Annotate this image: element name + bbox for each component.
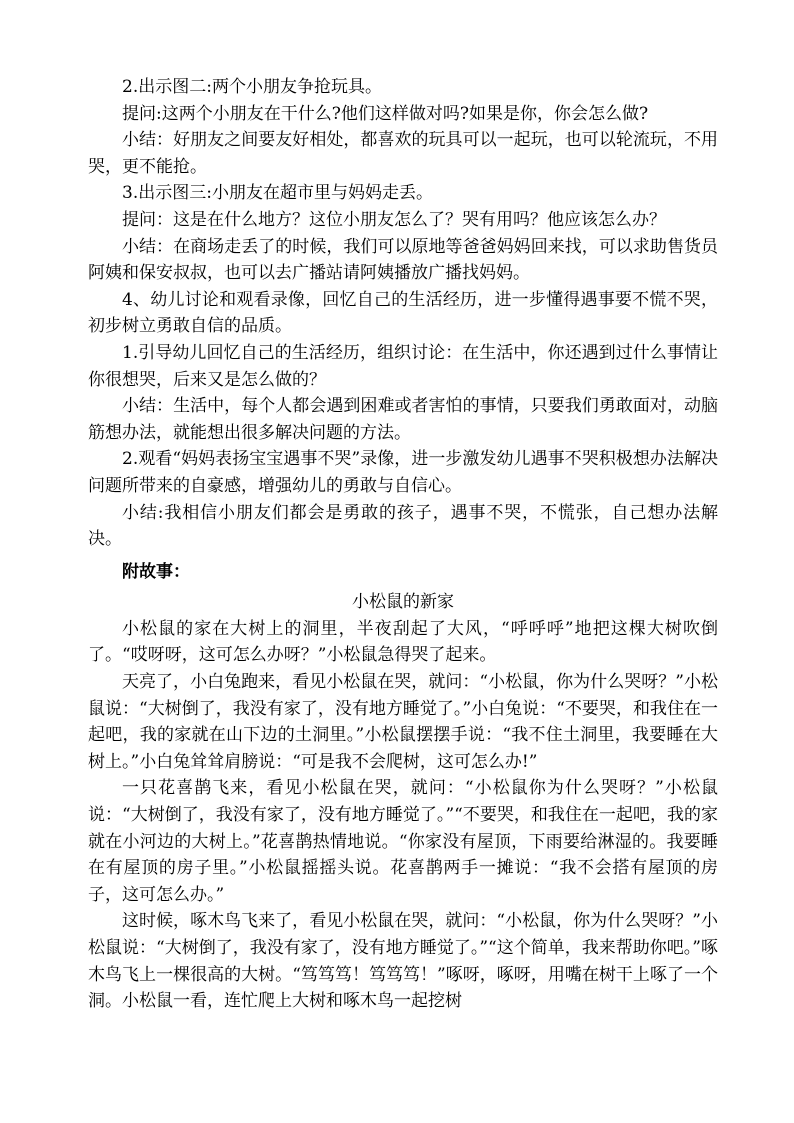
paragraph: 4、幼儿讨论和观看录像，回忆自己的生活经历，进一步懂得遇事要不慌不哭，初步树立勇敢自信的品质。 [88, 289, 718, 337]
story-title: 小松鼠的新家 [352, 592, 454, 613]
paragraph: 小结：好朋友之间要友好相处，都喜欢的玩具可以一起玩，也可以轮流玩，不用哭，更不能抢。 [88, 130, 718, 177]
paragraph: 2.出示图二:两个小朋友争抢玩具。 [122, 77, 382, 97]
paragraph: 3.出示图三:小朋友在超市里与妈妈走丢。 [122, 183, 433, 204]
paragraph: 小结:我相信小朋友们都会是勇敢的孩子，遇事不哭，不慌张，自己想办法解决。 [88, 502, 718, 550]
story-paragraph: 这时候，啄木鸟飞来了，看见小松鼠在哭，就问：“小松鼠，你为什么哭呀？”小松鼠说：“大树倒了，我没有家了，没有地方睡觉了。”“这个简单，我来帮助你吧。”啄木鸟飞上一棵很高的大树。“笃笃笃！笃笃笃！”啄呀，啄呀，用嘴在树干上啄了一个洞。小松鼠一看，连忙爬上大树和啄木鸟一起挖树 [88, 911, 718, 1012]
paragraph: 1.引导幼儿回忆自己的生活经历，组织讨论：在生活中，你还遇到过什么事情让你很想哭，后来又是怎么做的？ [88, 342, 718, 390]
paragraph: 2.观看“妈妈表扬宝宝遇事不哭”录像，进一步激发幼儿遇事不哭积极想办法解决问题所带来的自豪感，增强幼儿的勇敢与自信心。 [88, 449, 718, 496]
story-paragraph: 小松鼠的家在大树上的洞里，半夜刮起了大风，“呼呼呼”地把这棵大树吹倒了。“哎呀呀，这可怎么办呀？”小松鼠急得哭了起来。 [88, 618, 718, 666]
paragraph: 小结：生活中，每个人都会遇到困难或者害怕的事情，只要我们勇敢面对，动脑筋想办法，就能想出很多解决问题的方法。 [88, 396, 718, 443]
paragraph: 提问：这是在什么地方？这位小朋友怎么了？哭有用吗？他应该怎么办？ [122, 209, 666, 230]
paragraph: 提问:这两个小朋友在干什么?他们这样做对吗?如果是你，你会怎么做? [122, 103, 649, 124]
story-paragraph: 天亮了，小白兔跑来，看见小松鼠在哭，就问：“小松鼠，你为什么哭呀？”小松鼠说：“大树倒了，我没有家了，没有地方睡觉了。”小白兔说：“不要哭，和我住在一起吧，我的家就在山下边的土洞里。”小松鼠摆摆手说：“我不住土洞里，我要睡在大树上。”小白兔耸耸肩膀说：“可是我不会爬树，这可怎么办!” [88, 672, 718, 772]
story-paragraph: 一只花喜鹊飞来，看见小松鼠在哭，就问：“小松鼠你为什么哭呀？”小松鼠说：“大树倒了，我没有家了，没有地方睡觉了。”“不要哭，和我住在一起吧，我的家就在小河边的大树上。”花喜鹊热情地说。“你家没有屋顶，下雨要给淋湿的。我要睡在有屋顶的房子里。”小松鼠摇摇头说。花喜鹊两手一摊说：“我不会搭有屋顶的房子，这可怎么办。” [88, 778, 718, 905]
document-body [88, 74, 718, 1015]
appendix-heading: 附故事： [122, 561, 190, 582]
paragraph: 小结：在商场走丢了的时候，我们可以原地等爸爸妈妈回来找，可以求助售货员阿姨和保安叔叔，也可以去广播站请阿姨播放广播找妈妈。 [88, 236, 718, 284]
